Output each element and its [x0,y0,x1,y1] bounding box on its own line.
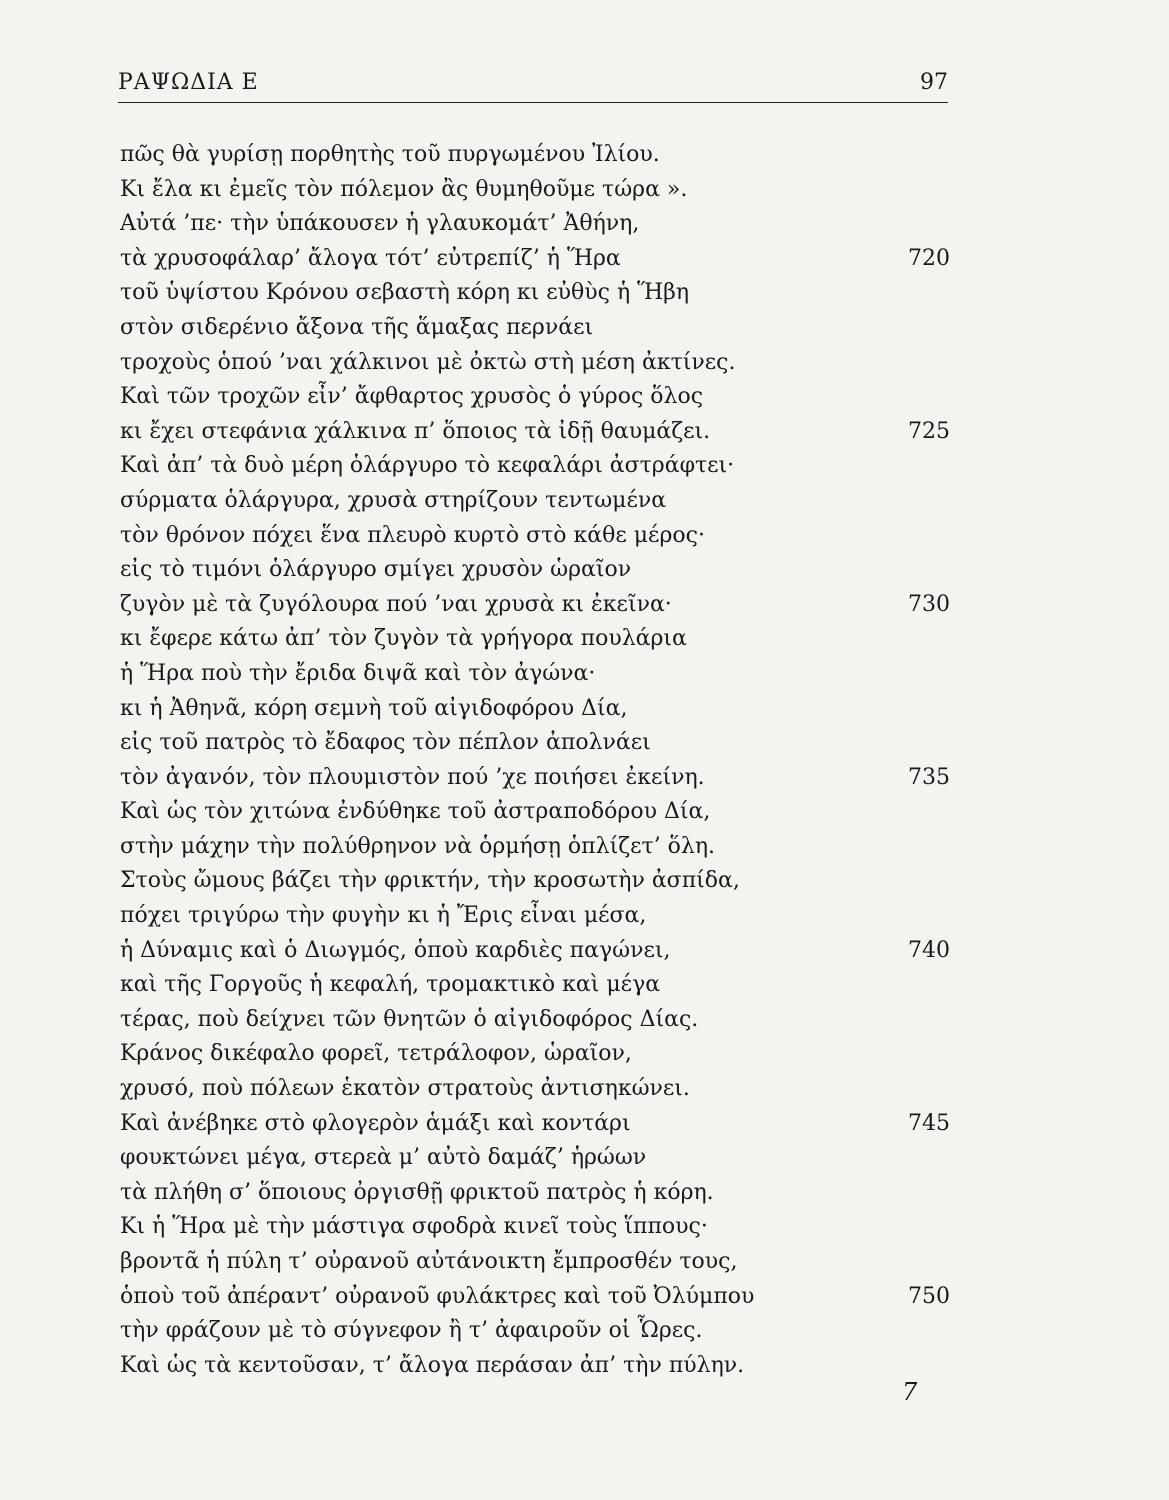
verse-text: Καὶ ὡς τὰ κεντοῦσαν, τ’ ἄλογα περάσαν ἀπ’ τὴν πύλην. [120,1352,745,1378]
verse-line [120,1176,950,1211]
verse-line [120,899,950,934]
verse-text: τὰ πλήθη σ’ ὅποιους ὀργισθῇ φρικτοῦ πατρὸς ἡ κόρη. [120,1179,714,1205]
line-number: 730 [908,591,950,617]
verse-line [120,138,950,173]
verse-text: τροχοὺς ὁπού ’ναι χάλκινοι μὲ ὀκτὼ στὴ μέση ἀκτίνες. [120,349,736,375]
verse-line [120,1141,950,1176]
verse-line [120,242,950,277]
verse-text: ἡ Δύναμις καὶ ὁ Διωγμός, ὁποὺ καρδιὲς παγώνει, [120,937,671,963]
verse-text: Στοὺς ὤμους βάζει τὴν φρικτήν, τὴν κροσωτὴν ἀσπίδα, [120,868,740,894]
verse-line [120,415,950,450]
verse-text: Κι ἔλα κι ἐμεῖς τὸν πόλεμον ἂς θυμηθοῦμε τώρα ». [120,176,688,202]
verse-text: ἡ Ἥρα ποὺ τὴν ἔριδα διψᾶ καὶ τὸν ἀγώνα· [120,660,596,686]
verse-text: τὰ χρυσοφάλαρ’ ἄλογα τότ’ εὐτρεπίζ’ ἡ Ἥρα [120,245,621,271]
verse-line [120,934,950,969]
verse-line [120,311,950,346]
verse-line [120,761,950,796]
verse-line [120,449,950,484]
verse-text: φουκτώνει μέγα, στερεὰ μ’ αὐτὸ δαμάζ’ ἡρώων [120,1145,647,1171]
signature-mark: 7 [902,1378,918,1406]
verse-text: Καὶ ἀνέβηκε στὸ φλογερὸν ἁμάξι καὶ κοντάρι [120,1110,631,1136]
verse-text: τὸν ἀγανόν, τὸν πλουμιστὸν πού ’χε ποιήσει ἐκείνη. [120,764,705,790]
verse-line [120,484,950,519]
verse-line [120,692,950,727]
verse-text: Καὶ τῶν τροχῶν εἶν’ ἄφθαρτος χρυσὸς ὁ γύρος ὅλος [120,384,704,410]
verse-text: στὸν σιδερένιο ἄξονα τῆς ἅμαξας περνάει [120,314,594,340]
verse-line [120,657,950,692]
header-rule [118,102,948,103]
verse-text: εἰς τοῦ πατρὸς τὸ ἔδαφος τὸν πέπλον ἀπολνάει [120,730,651,756]
verse-text: πόχει τριγύρω τὴν φυγὴν κι ἡ Ἔρις εἶναι μέσα, [120,903,647,929]
verse-line [120,519,950,554]
verse-line [120,726,950,761]
verse-text: στὴν μάχην τὴν πολύθρηνον νὰ ὁρμήσῃ ὁπλίζετ’ ὅλη. [120,833,716,859]
line-number: 750 [908,1283,950,1309]
line-number: 725 [908,418,950,444]
page-number: 97 [920,70,948,95]
verse-line [120,830,950,865]
line-number: 745 [908,1110,950,1136]
verse-text: ὁποὺ τοῦ ἀπέραντ’ οὐρανοῦ φυλάκτρες καὶ τοῦ Ὀλύμπου [120,1283,755,1309]
verse-text: τὴν φράζουν μὲ τὸ σύγνεφον ἢ τ’ ἀφαιροῦν οἱ Ὧρες. [120,1318,703,1344]
verse-text: Καὶ ὡς τὸν χιτώνα ἐνδύθηκε τοῦ ἀστραποδόρου Δία, [120,799,711,825]
verse-line [120,1037,950,1072]
line-number: 740 [908,937,950,963]
verse-line [120,1210,950,1245]
verse-text: πῶς θὰ γυρίσῃ πορθητὴς τοῦ πυργωμένου Ἰλίου. [120,142,660,167]
verse-line [120,1280,950,1315]
verse-text: κι ἡ Ἀθηνᾶ, κόρη σεμνὴ τοῦ αἰγιδοφόρου Δία, [120,695,628,721]
page-header [118,70,948,110]
verse-line [120,1245,950,1280]
verse-line [120,795,950,830]
verse-line [120,1107,950,1142]
verse-text: τὸν θρόνον πόχει ἕνα πλευρὸ κυρτὸ στὸ κάθε μέρος· [120,522,705,548]
verse-line [120,276,950,311]
verse-text: Κι ἡ Ἥρα μὲ τὴν μάστιγα σφοδρὰ κινεῖ τοὺς ἵππους· [120,1214,708,1240]
verse-text: χρυσό, ποὺ πόλεων ἑκατὸν στρατοὺς ἀντισηκώνει. [120,1076,690,1102]
verse-text: τέρας, ποὺ δείχνει τῶν θνητῶν ὁ αἰγιδοφόρος Δίας. [120,1006,699,1032]
verse-line [120,622,950,657]
running-head: ΡΑΨΩΔΙΑ Ε [118,70,259,95]
verse-list [120,138,950,1383]
verse-line [120,1003,950,1038]
verse-line [120,1072,950,1107]
line-number: 720 [908,245,950,271]
verse-line [120,346,950,381]
verse-text: εἰς τὸ τιμόνι ὁλάργυρο σμίγει χρυσὸν ὡραῖον [120,557,632,583]
verse-line [120,1349,950,1384]
verse-text: καὶ τῆς Γοργοῦς ἡ κεφαλή, τρομακτικὸ καὶ μέγα [120,972,661,998]
verse-text: βροντᾶ ἡ πύλη τ’ οὐρανοῦ αὐτάνοικτη ἔμπροσθέν τους, [120,1249,738,1274]
line-number: 735 [908,764,950,790]
verse-text: κι ἔφερε κάτω ἀπ’ τὸν ζυγὸν τὰ γρήγορα πουλάρια [120,626,687,652]
verse-text: Αὐτά ’πε· τὴν ὑπάκουσεν ἡ γλαυκομάτ’ Ἀθήνη, [120,211,640,237]
verse-text: ζυγὸν μὲ τὰ ζυγόλουρα πού ’ναι χρυσὰ κι ἐκεῖνα· [120,591,672,617]
verse-line [120,588,950,623]
verse-line [120,553,950,588]
verse-line [120,1314,950,1349]
verse-text: κι ἔχει στεφάνια χάλκινα π’ ὅποιος τὰ ἰδῇ θαυμάζει. [120,418,711,444]
verse-line [120,968,950,1003]
verse-line [120,380,950,415]
verse-line [120,864,950,899]
verse-line [120,173,950,208]
verse-text: τοῦ ὑψίστου Κρόνου σεβαστὴ κόρη κι εὐθὺς ἡ Ἥβη [120,280,690,306]
verse-text: σύρματα ὁλάργυρα, χρυσὰ στηρίζουν τεντωμένα [120,487,667,513]
verse-line [120,207,950,242]
verse-text: Κράνος δικέφαλο φορεῖ, τετράλοφον, ὡραῖον, [120,1041,632,1067]
verse-text: Καὶ ἀπ’ τὰ δυὸ μέρη ὁλάργυρο τὸ κεφαλάρι ἀστράφτει· [120,453,735,479]
